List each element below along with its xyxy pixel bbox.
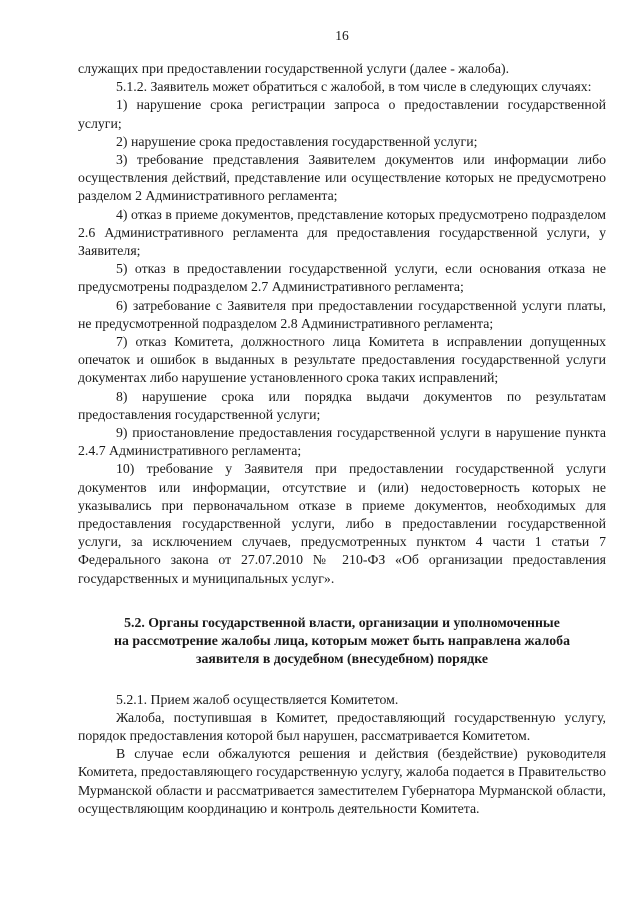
list-item: 6) затребование с Заявителя при предоставлении государственной услуги платы, не предусмотренной подразделом 2.8 Административного регламента; <box>78 297 606 331</box>
list-item: 3) требование представления Заявителем документов или информации либо осуществления действий, представление или осуществление которых не предусмотрено разделом 2 Административного регламента; <box>78 152 606 204</box>
page-number: 16 <box>335 28 349 43</box>
paragraph: служащих при предоставлении государственной услуги (далее - жалоба). <box>78 61 510 76</box>
list-item: 10) требование у Заявителя при предоставлении государственной услуги документов или информации, отсутствие и (или) недостоверность которых не указывались при первоначальном отказе в приеме документов, необходимых для предоставления государственной услуги, либо в предоставлении государственной услуги, за исключением случаев, предусмотренных пунктом 4 части 1 статьи 7 Федерального закона от 27.07.2010 № 210-ФЗ «Об организации предоставления государственных и муниципальных услуг». <box>78 461 606 586</box>
list-item: 2) нарушение срока предоставления государственной услуги; <box>116 133 478 149</box>
section-heading-line: 5.2. Органы государственной власти, организации и уполномоченные <box>124 614 560 630</box>
section-heading-line: на рассмотрение жалобы лица, которым может быть направлена жалоба <box>114 633 570 649</box>
list-item: 9) приостановление предоставления государственной услуги в нарушение пункта 2.4.7 Административного регламента; <box>78 425 606 459</box>
list-item: 4) отказ в приеме документов, представление которых предусмотрено подразделом 2.6 Административного регламента для предоставления государственной услуги, у Заявителя; <box>78 206 606 259</box>
paragraph: Жалоба, поступившая в Комитет, предоставляющий государственную услугу, порядок предоставления которой был нарушен, рассматривается Комитетом. <box>78 709 606 743</box>
list-item: 7) отказ Комитета, должностного лица Комитета в исправлении допущенных опечаток и ошибок в выданных в результате предоставления государственной услуги документах либо нарушение установленного срока таких исправлений; <box>78 334 606 386</box>
paragraph: 5.2.1. Прием жалоб осуществляется Комитетом. <box>116 691 399 707</box>
paragraph: 5.1.2. Заявитель может обратиться с жалобой, в том числе в следующих случаях: <box>116 79 592 95</box>
list-item: 5) отказ в предоставлении государственной услуги, если основания отказа не предусмотрены подразделом 2.7 Административного регламента; <box>78 261 606 295</box>
section-heading <box>78 614 606 669</box>
document-body-bottom <box>78 691 606 818</box>
list-item: 1) нарушение срока регистрации запроса о предоставлении государственной услуги; <box>78 97 606 131</box>
paragraph: В случае если обжалуются решения и действия (бездействие) руководителя Комитета, предоставляющего государственную услугу, жалоба подается в Правительство Мурманской области и рассматривается заместителем Губернатора Мурманской области, осуществляющим координацию и контроль деятельности Комитета. <box>78 746 606 816</box>
list-item: 8) нарушение срока или порядка выдачи документов по результатам предоставления государственной услуги; <box>78 388 606 422</box>
document-body-top <box>78 60 606 588</box>
section-heading-line: заявителя в досудебном (внесудебном) порядке <box>195 651 489 667</box>
